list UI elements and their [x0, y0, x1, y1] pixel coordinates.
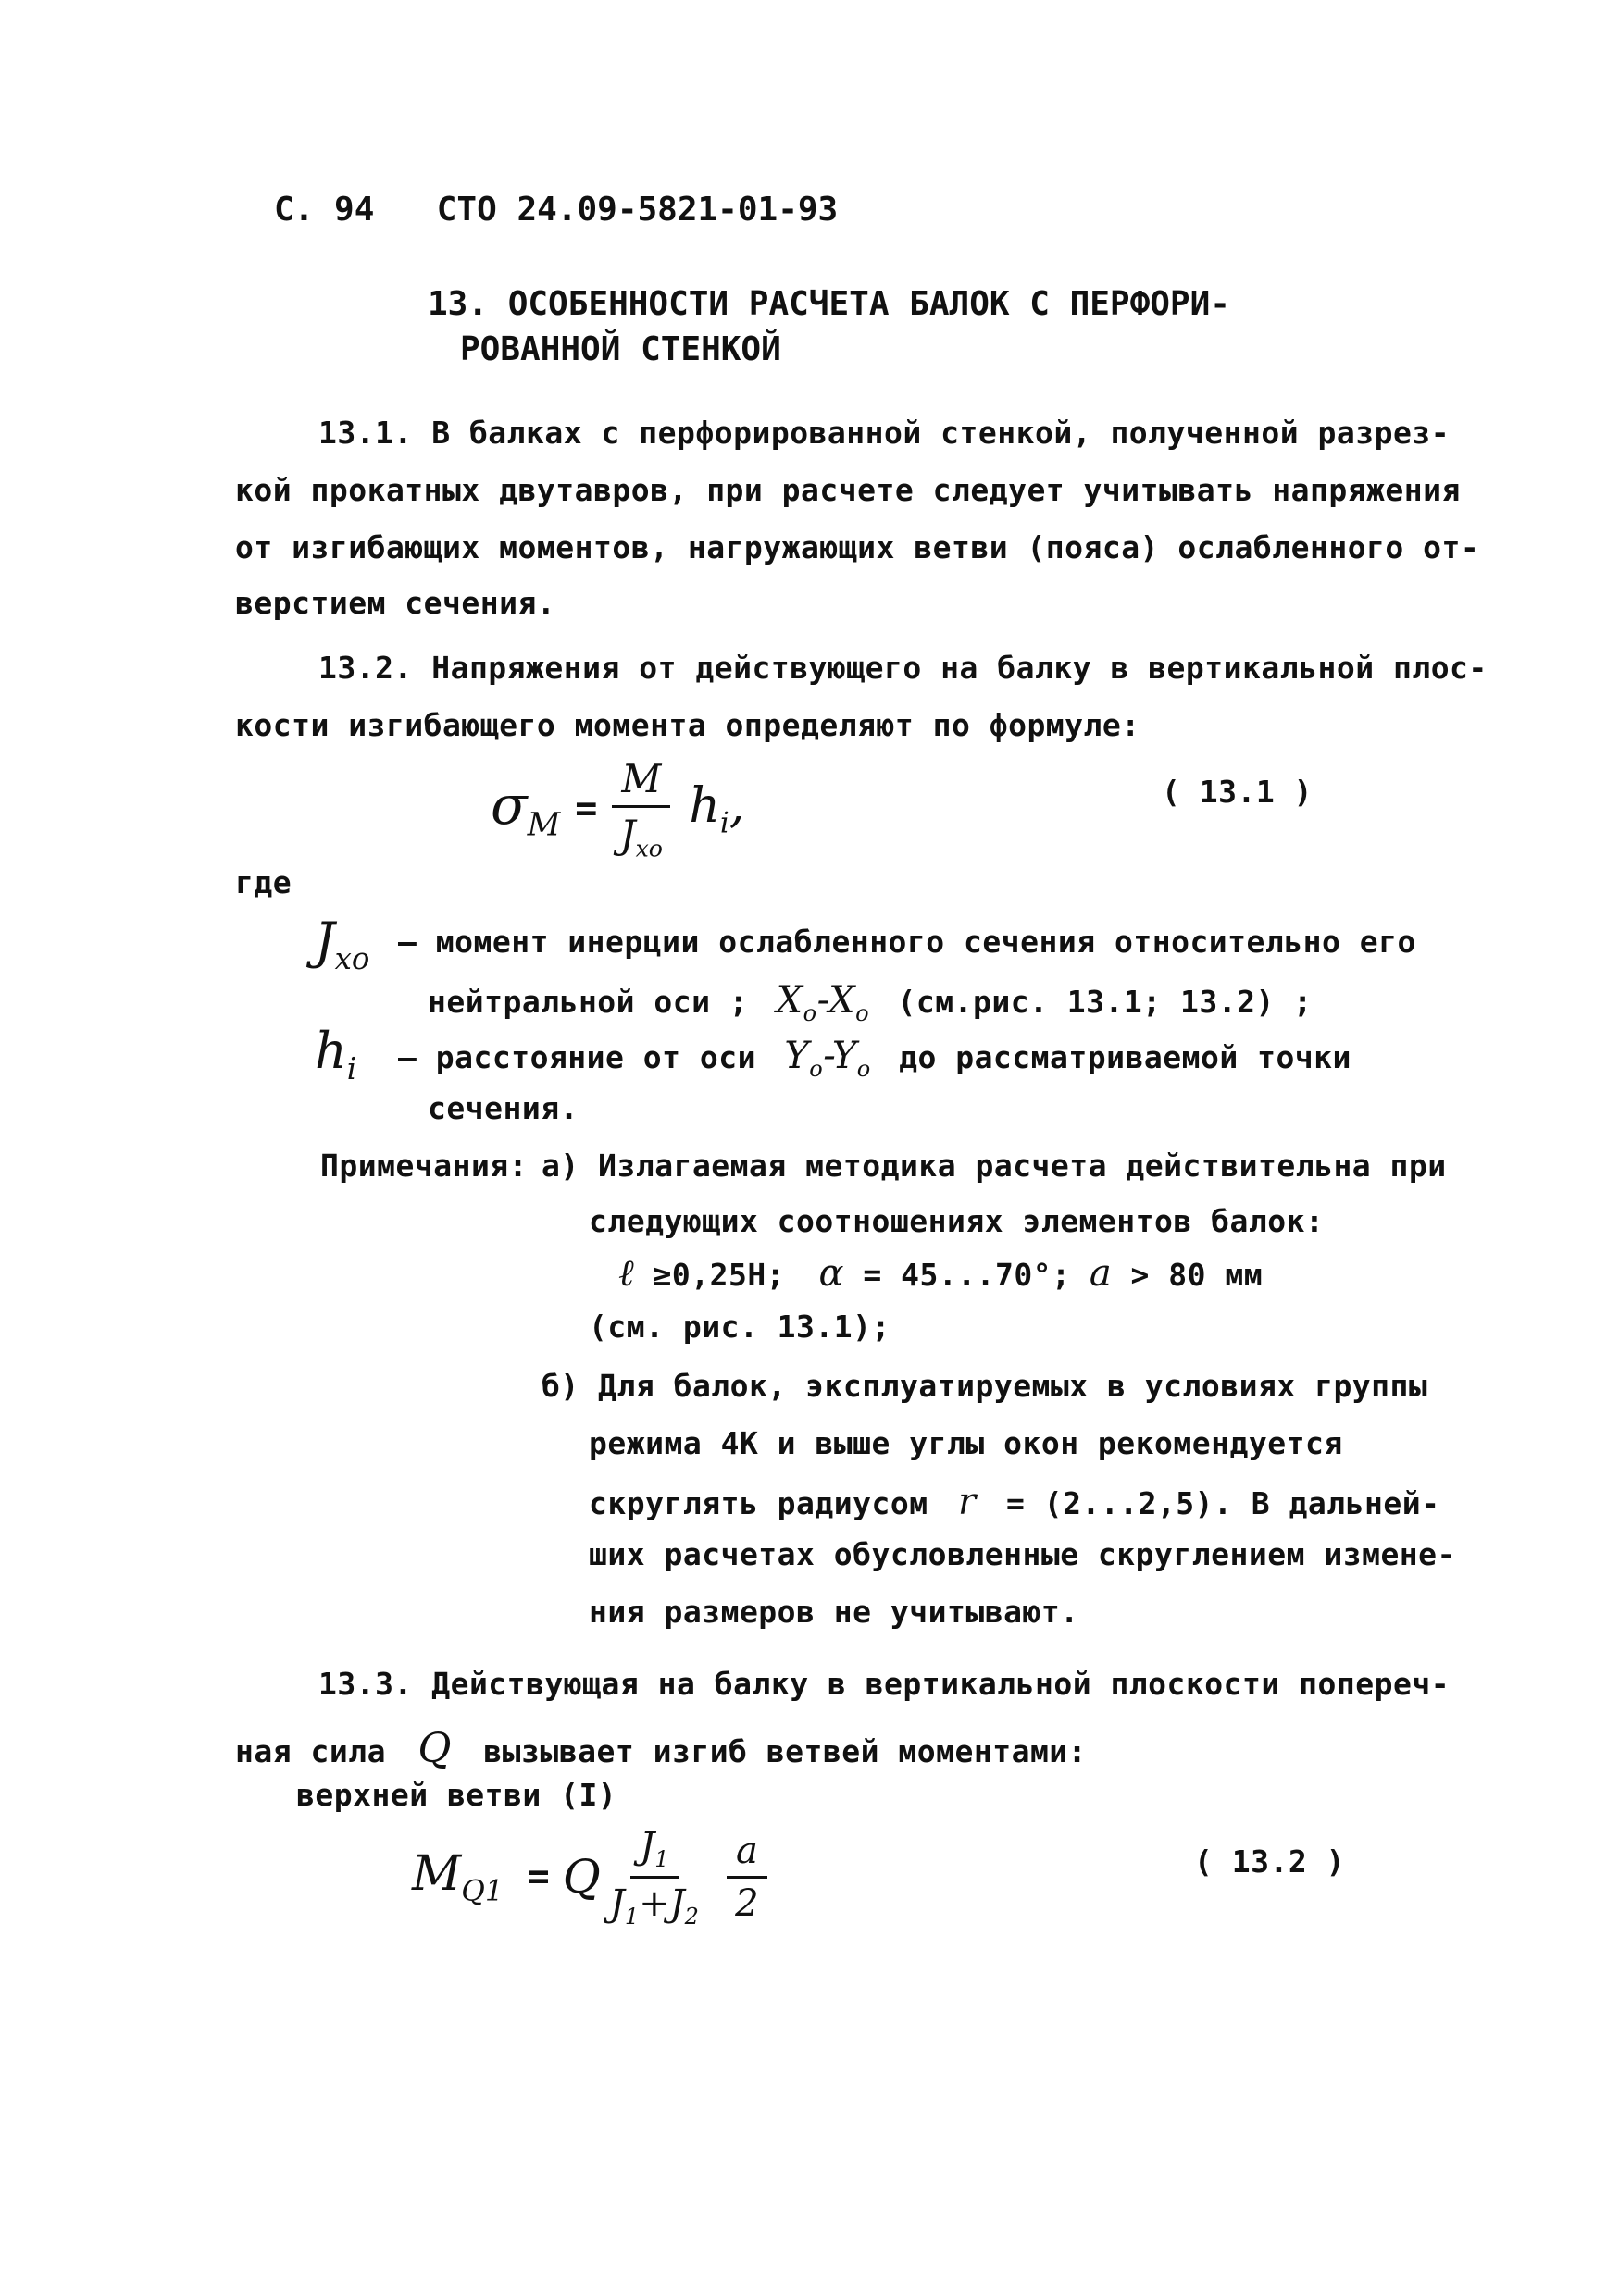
equals-sign: =: [575, 788, 598, 830]
paragraph-13-3-line-2: ная сила Q вызывает изгиб ветвей моментами:: [235, 1725, 1088, 1772]
shear-force-symbol: Q: [417, 1725, 452, 1772]
shear-force-symbol-2: Q: [562, 1850, 601, 1904]
note-b-line-1: б) Для балок, эксплуатируемых в условиях группы: [542, 1368, 1428, 1404]
formula-number-13-1: ( 13.1 ): [1162, 774, 1313, 810]
note-a-line-2: следующих соотношениях элементов балок:: [589, 1203, 1325, 1239]
fraction-numerator: M: [612, 756, 670, 808]
fraction-denominator: $J_{xo}$: [619, 811, 663, 863]
paragraph-13-1-line-3: от изгибающих моментов, нагружающих ветви (пояса) ослабленного от-: [235, 529, 1480, 565]
page-number: С. 94: [274, 191, 375, 229]
paragraph-13-3-line-3: верхней ветви (I): [296, 1777, 617, 1813]
distance-symbol-def: $h_i$: [315, 1022, 357, 1086]
inertia-fraction: [610, 1825, 699, 1930]
paragraph-13-3-line-1: 13.3. Действующая на балку в вертикальной плоскости попереч-: [318, 1666, 1451, 1702]
size-fraction: [727, 1830, 767, 1925]
paragraph-13-1-line-2: кой прокатных двутавров, при расчете следует учитывать напряжения: [235, 472, 1461, 508]
definition-distance-line-1: – расстояние от оси $Y_o-Y_o$ до рассматриваемой точки: [398, 1035, 1351, 1082]
moment-symbol: $M_{Q1}$: [412, 1845, 504, 1908]
paragraph-13-2-line-1: 13.2. Напряжения от действующего на балку в вертикальной плос-: [318, 650, 1488, 686]
section-title-line-1: 13. ОСОБЕННОСТИ РАСЧЕТА БАЛОК С ПЕРФОРИ-: [428, 285, 1230, 323]
notes-label: Примечания:: [320, 1148, 529, 1184]
sigma-symbol: $\sigma_M$: [491, 774, 561, 844]
definition-inertia-line-2: нейтральной оси ; $X_o-X_o$ (см.рис. 13.1; 13.2) ;: [428, 979, 1313, 1026]
definition-inertia-line-1: – момент инерции ослабленного сечения относительно его: [398, 924, 1416, 960]
note-b-line-2: режима 4К и выше углы окон рекомендуется: [589, 1425, 1343, 1461]
inertia-fraction-numerator: $J_1$: [630, 1825, 678, 1879]
size-fraction-denominator: 2: [735, 1881, 759, 1925]
note-b-line-4: ших расчетах обусловленные скруглением измене-: [589, 1536, 1456, 1572]
size-fraction-numerator: a: [727, 1830, 767, 1879]
where-label: где: [235, 864, 293, 900]
distance-symbol: $h_i$,: [689, 777, 745, 840]
formula-13-2: [412, 1821, 767, 1932]
note-b-line-5: ния размеров не учитывают.: [589, 1594, 1079, 1630]
angle-symbol: α: [818, 1252, 845, 1295]
fraction: [612, 756, 670, 862]
axis-yo-symbol: $Y_o-Y_o$: [784, 1035, 871, 1082]
paragraph-13-2-line-2: кости изгибающего момента определяют по формуле:: [235, 707, 1140, 743]
note-b-line-3: скруглять радиусом r = (2...2,5). В дальней-: [589, 1481, 1440, 1523]
formula-number-13-2: ( 13.2 ): [1194, 1843, 1345, 1880]
inertia-symbol: $J_{xo}$: [315, 912, 370, 976]
formula-13-1: [491, 757, 744, 861]
length-symbol: ℓ: [618, 1252, 635, 1295]
document-code: СТО 24.09-5821-01-93: [436, 191, 839, 229]
page-header: [274, 191, 838, 229]
equals-sign-2: =: [527, 1855, 550, 1898]
inertia-fraction-denominator: $J_1+J_2$: [609, 1881, 699, 1930]
paragraph-13-1-line-1: 13.1. В балках с перфорированной стенкой, полученной разрез-: [318, 415, 1451, 451]
size-a-symbol: a: [1089, 1252, 1113, 1295]
paragraph-13-1-line-4: верстием сечения.: [235, 585, 556, 621]
definition-distance-line-2: сечения.: [428, 1090, 579, 1126]
note-a-line-1: а) Излагаемая методика расчета действительна при: [542, 1148, 1447, 1184]
note-a-conditions: ℓ ≥0,25H; α = 45...70°; a > 80 мм: [618, 1252, 1264, 1295]
radius-symbol: r: [958, 1481, 977, 1523]
axis-xo-symbol: $X_o-X_o$: [776, 979, 870, 1026]
note-a-line-4: (см. рис. 13.1);: [589, 1309, 890, 1345]
section-title-line-2: РОВАННОЙ СТЕНКОЙ: [460, 330, 781, 368]
